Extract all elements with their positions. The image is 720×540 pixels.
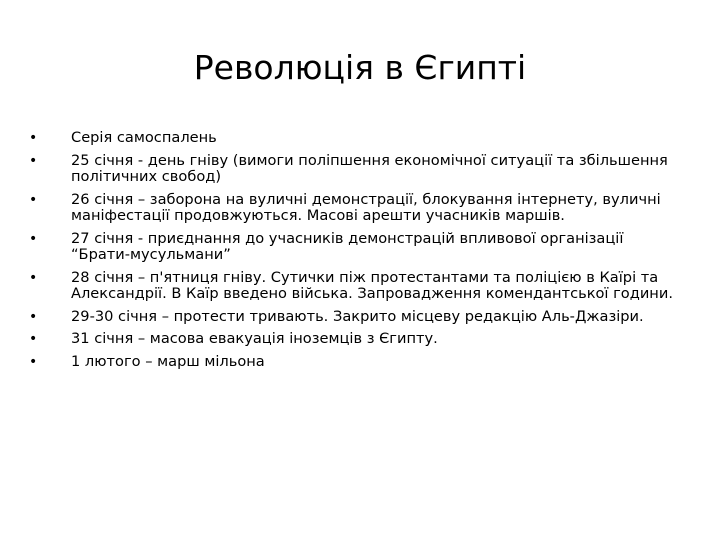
bullet-item (27, 192, 687, 225)
bullet-text: 27 січня - приєднання до учасників демонстрацій впливової організації “Брати-мусульмани” (71, 229, 624, 263)
bullet-dot-icon: • (29, 331, 38, 347)
bullet-dot-icon: • (29, 308, 38, 325)
bullet-text: Серія самоспалень (71, 129, 217, 146)
bullet-text: 1 лютого – марш мільона (71, 352, 265, 370)
bullet-dot-icon: • (29, 353, 38, 370)
bullet-item (27, 130, 687, 147)
bullet-item (27, 354, 687, 371)
bullet-dot-icon: • (29, 269, 38, 286)
bullet-item (27, 153, 687, 186)
bullet-text: 26 січня – заборона на вуличні демонстрації, блокування інтернету, вуличні маніфестації продовжуються. Масові арешти учасників маршів. (71, 190, 661, 224)
bullet-list (27, 130, 687, 376)
bullet-dot-icon: • (29, 191, 38, 208)
bullet-item (27, 270, 687, 303)
bullet-text: 25 січня - день гніву (вимоги поліпшення економічної ситуації та збільшення політичних свобод) (71, 151, 668, 185)
bullet-item (27, 231, 687, 264)
bullet-text: 31 січня – масова евакуація іноземців з Єгипту. (71, 330, 438, 347)
bullet-dot-icon: • (29, 130, 38, 146)
bullet-text: 28 січня – п'ятниця гніву. Сутички піж протестантами та поліцією в Каїрі та Александрії. В Каїр введено війська. Запровадження комендантської години. (71, 268, 673, 302)
slide-title: Революція в Єгипті (193, 48, 527, 87)
bullet-dot-icon: • (29, 230, 38, 247)
bullet-dot-icon: • (29, 152, 38, 169)
bullet-item (27, 309, 687, 326)
bullet-item (27, 331, 687, 348)
bullet-text: 29-30 січня – протести тривають. Закрито місцеву редакцію Аль-Джазіри. (71, 307, 644, 325)
